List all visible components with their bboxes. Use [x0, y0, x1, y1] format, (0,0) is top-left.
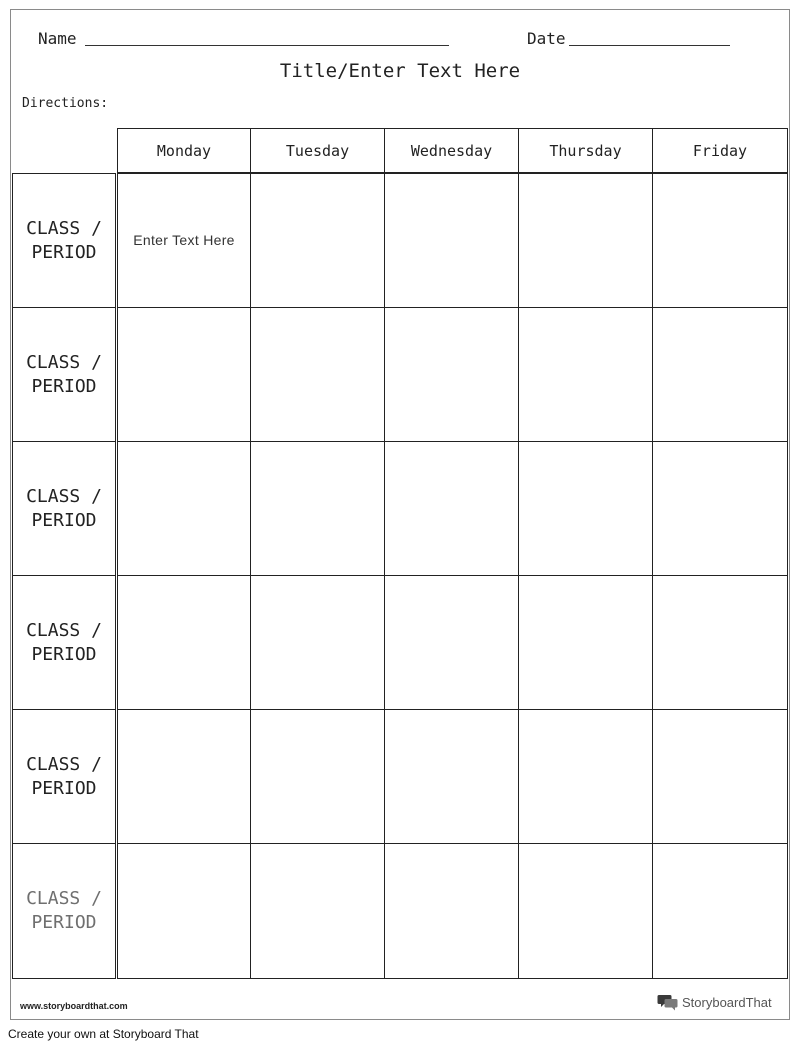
- column-header-thursday: Thursday: [518, 128, 653, 173]
- speech-bubbles-icon: [657, 993, 679, 1011]
- name-label: Name: [38, 29, 77, 48]
- directions-label: Directions:: [22, 96, 109, 111]
- cell-row2-tuesday[interactable]: [250, 307, 385, 442]
- cell-row2-friday[interactable]: [652, 307, 788, 442]
- row-label-5: CLASS / PERIOD: [12, 709, 116, 844]
- cell-row4-monday[interactable]: [117, 575, 251, 710]
- brand-logo: [657, 992, 772, 1012]
- cell-row5-monday[interactable]: [117, 709, 251, 844]
- page-title[interactable]: Title/Enter Text Here: [279, 60, 521, 82]
- cell-row3-tuesday[interactable]: [250, 441, 385, 576]
- cell-row4-thursday[interactable]: [518, 575, 653, 710]
- cell-row6-wednesday[interactable]: [384, 843, 519, 979]
- row-label-3: CLASS / PERIOD: [12, 441, 116, 576]
- cell-row1-monday[interactable]: [117, 173, 251, 308]
- row-label-2: CLASS / PERIOD: [12, 307, 116, 442]
- cell-row4-tuesday[interactable]: [250, 575, 385, 710]
- column-header-friday: Friday: [652, 128, 788, 173]
- cell-row1-thursday[interactable]: [518, 173, 653, 308]
- cell-row6-friday[interactable]: [652, 843, 788, 979]
- footer-url: www.storyboardthat.com: [20, 1001, 128, 1011]
- cell-row1-friday[interactable]: [652, 173, 788, 308]
- cell-row3-wednesday[interactable]: [384, 441, 519, 576]
- cell-row2-thursday[interactable]: [518, 307, 653, 442]
- row-label-6: CLASS / PERIOD: [12, 843, 116, 979]
- row-label-1: CLASS / PERIOD: [12, 173, 116, 308]
- cell-row6-monday[interactable]: [117, 843, 251, 979]
- cell-row4-wednesday[interactable]: [384, 575, 519, 710]
- cell-row5-friday[interactable]: [652, 709, 788, 844]
- column-header-monday: Monday: [117, 128, 251, 173]
- row-label-4: CLASS / PERIOD: [12, 575, 116, 710]
- cell-placeholder-text: Enter Text Here: [133, 232, 235, 248]
- cell-row3-monday[interactable]: [117, 441, 251, 576]
- create-your-own-link[interactable]: Create your own at Storyboard That: [8, 1027, 199, 1041]
- brand-name: StoryboardThat: [682, 994, 772, 1010]
- date-line[interactable]: [569, 45, 730, 46]
- cell-row1-tuesday[interactable]: [250, 173, 385, 308]
- cell-row5-tuesday[interactable]: [250, 709, 385, 844]
- cell-row2-wednesday[interactable]: [384, 307, 519, 442]
- cell-row4-friday[interactable]: [652, 575, 788, 710]
- cell-row5-wednesday[interactable]: [384, 709, 519, 844]
- cell-row6-tuesday[interactable]: [250, 843, 385, 979]
- date-label: Date: [527, 29, 566, 48]
- cell-row2-monday[interactable]: [117, 307, 251, 442]
- column-header-wednesday: Wednesday: [384, 128, 519, 173]
- cell-row6-thursday[interactable]: [518, 843, 653, 979]
- cell-row1-wednesday[interactable]: [384, 173, 519, 308]
- cell-row3-friday[interactable]: [652, 441, 788, 576]
- name-line[interactable]: [85, 45, 449, 46]
- column-header-tuesday: Tuesday: [250, 128, 385, 173]
- cell-row3-thursday[interactable]: [518, 441, 653, 576]
- cell-row5-thursday[interactable]: [518, 709, 653, 844]
